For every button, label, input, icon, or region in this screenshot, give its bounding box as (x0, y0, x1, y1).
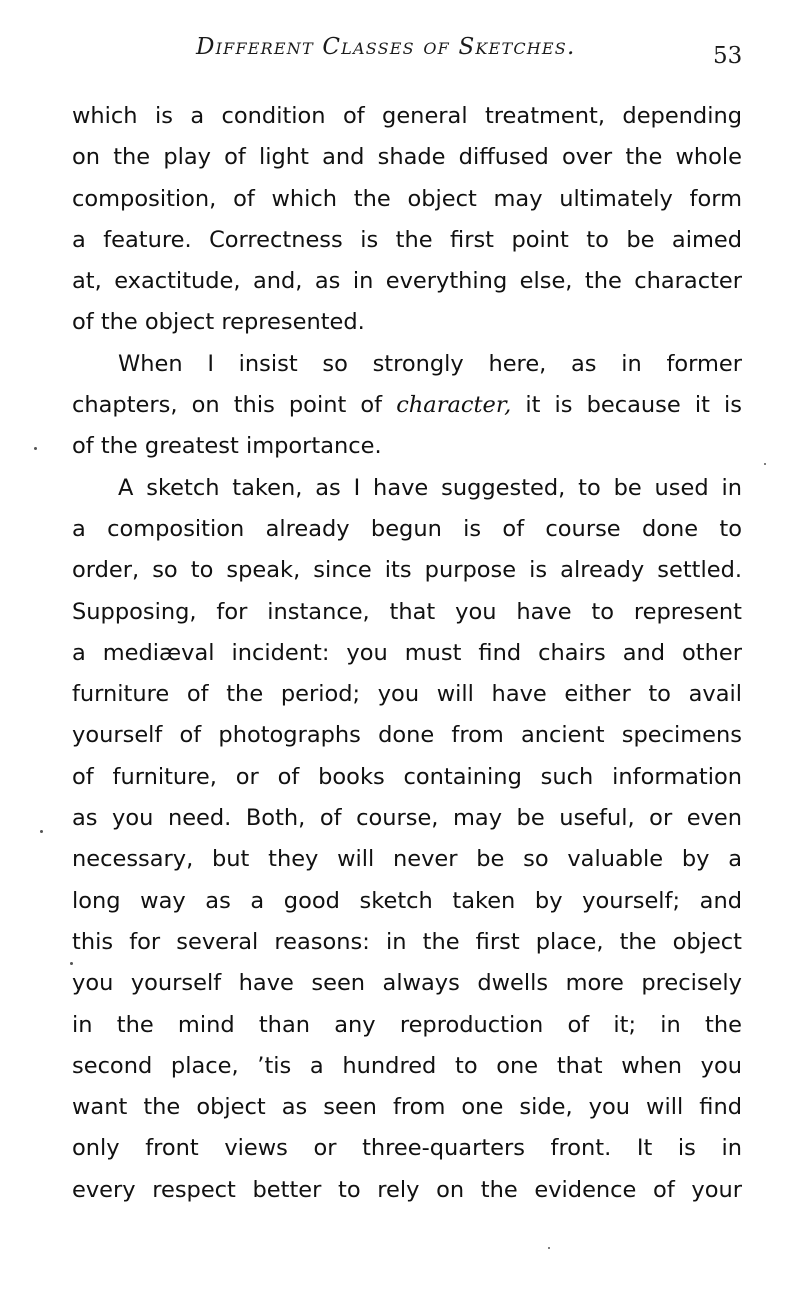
text-line: When I insist so strongly here, as in former (118, 350, 742, 377)
text-line: only front views or three-quarters front. It is in (72, 1135, 742, 1162)
text-line: want the object as seen from one side, you will find (72, 1094, 742, 1121)
text-line: in the mind than any reproduction of it; in the (72, 1011, 742, 1038)
text-line: of the greatest importance. (72, 433, 382, 460)
page-number: 53 (713, 43, 743, 69)
scan-speck (34, 447, 37, 450)
scan-speck (764, 463, 766, 465)
text-line: yourself of photographs done from ancient specimens (72, 722, 742, 749)
text-fragment: chapters, on this point of (72, 392, 397, 419)
text-line: composition, of which the object may ultimately form (72, 185, 742, 212)
text-line: as you need. Both, of course, may be useful, or even (72, 805, 742, 832)
text-line: of furniture, or of books containing such information (72, 763, 742, 790)
text-line: you yourself have seen always dwells more precisely (72, 970, 742, 997)
text-line: A sketch taken, as I have suggested, to be used in (118, 474, 742, 501)
body-text (72, 96, 742, 1211)
text-line: a mediæval incident: you must find chairs and other (72, 639, 742, 666)
text-line: which is a condition of general treatment, depending (72, 103, 742, 129)
text-line: second place, ’tis a hundred to one that when you (72, 1052, 742, 1079)
text-line: a feature. Correctness is the first point to be aimed (72, 226, 742, 253)
running-title: Different Classes of Sketches. (196, 34, 576, 60)
text-line: on the play of light and shade diffused over the whole (72, 144, 742, 171)
text-line: Supposing, for instance, that you have to represent (72, 598, 742, 625)
text-line: long way as a good sketch taken by yourself; and (72, 887, 742, 914)
text-line: order, so to speak, since its purpose is already settled. (72, 557, 742, 584)
scan-speck (548, 1247, 550, 1249)
scan-speck (40, 830, 43, 833)
text-line: of the object represented. (72, 309, 365, 336)
text-line: furniture of the period; you will have either to avail (72, 681, 742, 708)
emphasized-word: character, (396, 392, 512, 419)
text-line: at, exactitude, and, as in everything else, the character (72, 268, 742, 295)
text-line: a composition already begun is of course done to (72, 515, 742, 542)
text-fragment: it is because it is (511, 392, 743, 419)
text-line: every respect better to rely on the evidence of your (72, 1176, 742, 1203)
scan-speck (70, 962, 73, 965)
text-line: this for several reasons: in the first place, the object (72, 928, 742, 955)
text-line (72, 385, 742, 426)
text-line: necessary, but they will never be so valuable by a (72, 846, 742, 873)
